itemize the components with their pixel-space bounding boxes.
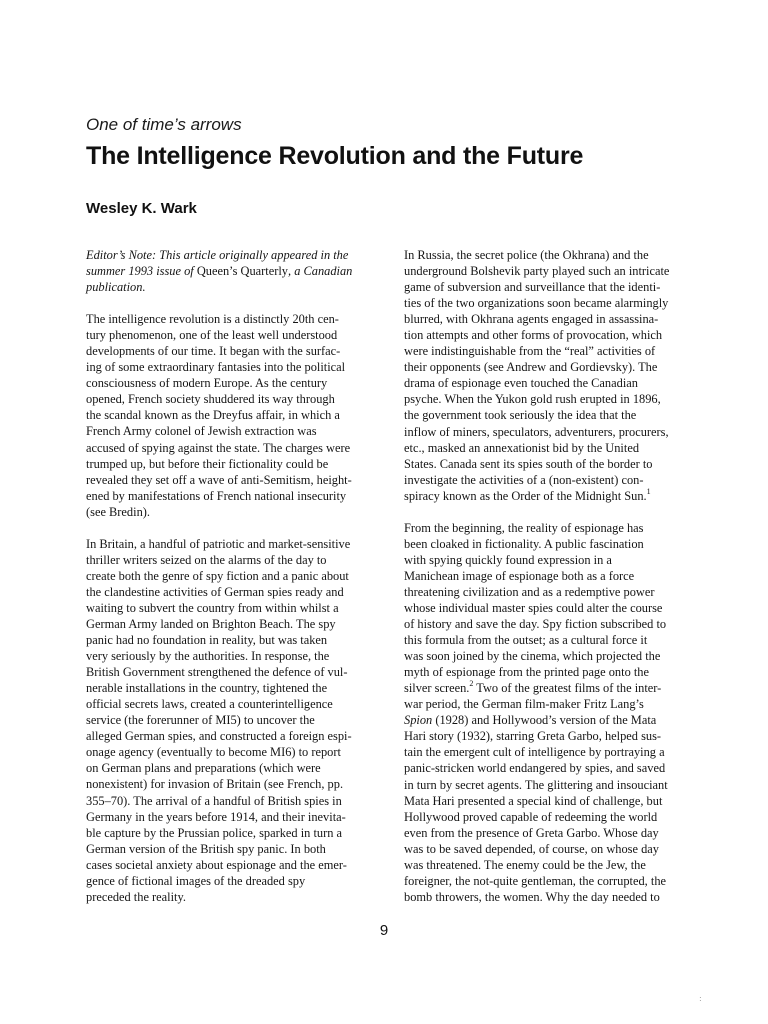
text-line: cases societal anxiety about espionage and the emer- [86,857,347,872]
text-line: was to be saved depended, of course, on whose day [404,841,659,856]
text-line: Hollywood proved capable of redeeming the world [404,809,658,824]
text-line: investigate the activities of a (non-existent) con- [404,472,644,487]
text-line: inflow of miners, speculators, adventurers, procurers, [404,424,669,439]
text-line: onage agency (eventually to become MI6) to report [86,745,341,760]
text-line: underground Bolshevik party played such an intricate [404,264,670,279]
text-line: thriller writers seized on the alarms of the day to [86,552,327,567]
text-line: very seriously by the authorities. In response, the [86,649,330,664]
text-line: foreigner, the not-quite gentleman, the corrupted, the [404,873,667,888]
text-line: were indistinguishable from the “real” activities of [404,344,656,359]
text-line: French Army colonel of Jewish extraction was [86,424,317,439]
right-column [404,247,701,921]
text-line: panic had no foundation in reality, but was taken [86,633,328,648]
text-line: German Army landed on Brighton Beach. The spy [86,616,336,631]
text-line: ties of the two organizations soon became alarmingly [404,296,669,311]
paragraph [404,247,701,504]
text-line: blurred, with Okhrana agents engaged in assassina- [404,312,659,327]
footnote-marker: 2 [469,679,474,689]
paragraph [86,311,381,520]
text-line: the clandestine activities of German spies ready and [86,584,344,599]
text-line: accused of spying against the state. The charges were [86,440,351,455]
text-line: panic-stricken world endangered by spies, and saved [404,761,666,776]
text-line: spiracy known as the Order of the Midnight Sun.$^1$ [404,486,651,503]
text-line: States. Canada sent its spies south of the border to [404,456,653,471]
text-line: game of subversion and surveillance that the identi- [404,280,661,295]
text-line: official secrets laws, created a counterintelligence [86,697,333,712]
text-line: In Russia, the secret police (the Okhrana) and the [404,248,649,262]
text-line: British Government strengthened the defence of vul- [86,665,348,680]
text-line: create both the genre of spy fiction and a panic about [86,568,349,583]
text-line: From the beginning, the reality of espionage has [404,520,644,535]
text-line: was threatened. The enemy could be the Jew, the [404,857,646,872]
text-line: revealed they set off a wave of anti-Semitism, height- [86,472,352,487]
text-line: of history and save the day. Spy fiction subscribed to [404,617,667,632]
text-line: summer 1993 issue of Queen’s Quarterly, a Canadian [86,264,353,279]
paragraph [404,520,701,905]
text-line: 355–70). The arrival of a handful of British spies in [86,793,342,808]
text-line: nerable installations in the country, tightened the [86,681,328,696]
text-line: the scandal known as the Dreyfus affair, in which a [86,408,340,423]
text-line: been cloaked in fictionality. A public fascination [404,536,644,551]
text-line: with spying quickly found expression in a [404,552,612,567]
text-line: Germany in the years before 1914, and their inevita- [86,809,346,824]
text-line: publication. [86,280,146,295]
text-line: Editor’s Note: This article originally appeared in the [86,248,349,262]
text-line: tion attempts and other forms of provocation, which [404,328,663,343]
text-line: psyche. When the Yukon gold rush erupted in 1896, [404,392,661,407]
text-line: The intelligence revolution is a distinctly 20th cen- [86,312,339,327]
text-line: service (the forerunner of MI5) to uncover the [86,713,315,728]
text-line: consciousness of modern Europe. As the century [86,376,328,391]
text-line: gence of fictional images of the dreaded spy [86,873,306,888]
text-line: ing of some extraordinary fantasies into the political [86,360,346,375]
text-line: etc., masked an annexationist bid by the United [404,440,640,455]
paragraph [86,536,381,905]
text-line: even from the presence of Greta Garbo. Whose day [404,825,659,840]
article-kicker: One of time’s arrows [86,115,242,134]
text-line: tain the emergent cult of intelligence by portraying a [404,745,665,760]
text-line: bomb throwers, the women. Why the day needed to [404,889,660,904]
text-line: this formula from the outset; as a cultural force it [404,633,648,648]
text-line: nonexistent) for invasion of Britain (see French, pp. [86,777,344,792]
text-line: (see Bredin). [86,504,150,519]
text-line: Hari story (1932), starring Greta Garbo, helped sus- [404,729,662,744]
text-line: whose individual master spies could alter the course [404,600,663,615]
text-line: opened, French society shuddered its way through [86,392,335,407]
text-line: war period, the German film-maker Fritz Lang’s [404,697,644,712]
text-line: preceded the reality. [86,889,186,904]
article-author: Wesley K. Wark [86,200,197,217]
text-line: German version of the British spy panic. In both [86,841,326,856]
text-line: tury phenomenon, one of the least well understood [86,328,338,343]
text-line: Manichean image of espionage both as a force [404,568,635,583]
text-line: trumped up, but before their fictionality could be [86,456,329,471]
text-line: silver screen.$^2$ Two of the greatest films of the inter- [404,679,662,696]
footnote-marker: 1 [646,486,651,496]
text-line: drama of espionage even touched the Canadian [404,376,638,391]
text-line: In Britain, a handful of patriotic and market-sensitive [86,536,351,551]
text-line: threatening civilization and as a redemptive power [404,584,655,599]
text-line: ened by manifestations of French national insecurity [86,488,347,503]
text-line: on German plans and preparations (which were [86,761,321,776]
text-line: Spion (1928) and Hollywood’s version of the Mata [404,713,657,728]
left-column [86,247,381,921]
text-line: Mata Hari presented a special kind of challenge, but [404,793,663,808]
text-line: developments of our time. It began with the surfac- [86,344,341,359]
scan-mark: : [699,994,702,1003]
editors-note [86,247,381,295]
text-line: alleged German spies, and constructed a foreign espi- [86,729,352,744]
text-line: the government took seriously the idea that the [404,408,637,423]
text-line: waiting to subvert the country from within whilst a [86,600,339,615]
page-number: 9 [379,922,389,939]
article-title: The Intelligence Revolution and the Future [86,142,584,170]
text-line: in turn by secret agents. The glittering and insouciant [404,777,668,792]
text-line: myth of espionage from the printed page onto the [404,665,649,680]
text-line: was soon joined by the cinema, which projected the [404,649,661,664]
text-line: ble capture by the Prussian police, sparked in turn a [86,825,342,840]
text-line: their opponents (see Andrew and Gordievsky). The [404,360,658,375]
